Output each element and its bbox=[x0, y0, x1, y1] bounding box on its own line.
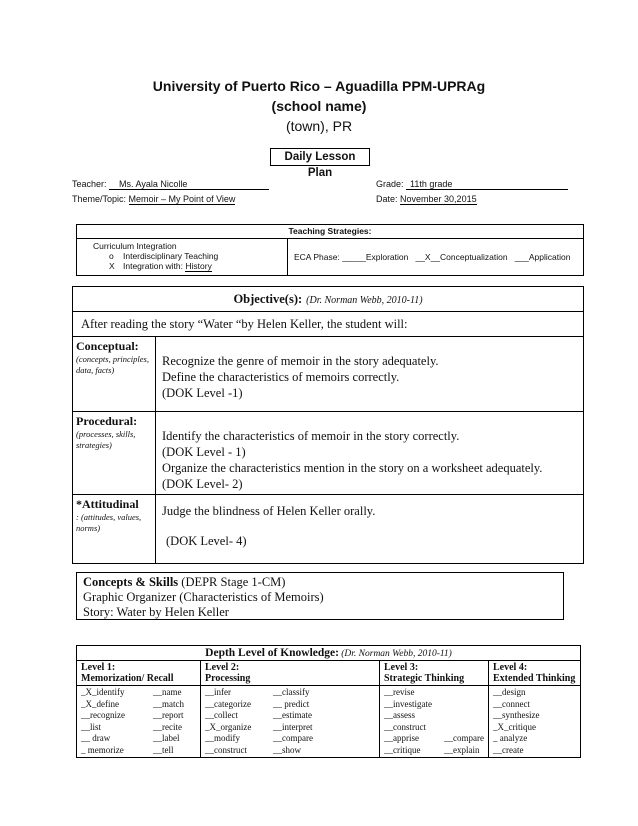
list-item: _X_organize bbox=[205, 721, 252, 732]
dok-level-2-verbs bbox=[201, 686, 380, 758]
list-item: __construct bbox=[205, 744, 247, 755]
list-item: __recognize bbox=[81, 710, 125, 720]
list-item: __synthesize bbox=[493, 710, 540, 720]
list-item: __design bbox=[493, 687, 526, 697]
objectives-table bbox=[72, 286, 584, 564]
list-item: __construct bbox=[384, 721, 426, 732]
list-item: _X_identify bbox=[81, 687, 125, 697]
date-label: Date: bbox=[376, 194, 398, 204]
dok-level-3: Level 3: Strategic Thinking bbox=[380, 661, 489, 686]
date-line bbox=[376, 194, 477, 205]
grade-line bbox=[376, 179, 568, 190]
concepts-skills-organizer: Graphic Organizer (Characteristics of Memoirs) bbox=[83, 590, 324, 604]
list-item: __name bbox=[153, 687, 182, 697]
topic-label: Theme/Topic: bbox=[72, 194, 127, 204]
topic-value: Memoir – My Point of View bbox=[128, 194, 236, 204]
university-title: University of Puerto Rico – Aguadilla PPM-UPRAg bbox=[152, 78, 486, 94]
list-item: __report bbox=[153, 710, 184, 720]
procedural-text: Identify the characteristics of memoir in the story correctly. (DOK Level - 1) Organize the characteristics mention in the story on a worksheet adequately. (DOK Level- 2) bbox=[156, 412, 584, 495]
concepts-skills-story: Story: Water by Helen Keller bbox=[83, 605, 229, 619]
attitudinal-text: Judge the blindness of Helen Keller orally. (DOK Level- 4) bbox=[156, 495, 584, 564]
objectives-intro: After reading the story “Water “by Helen Keller, the student will: bbox=[73, 312, 584, 337]
list-item: __ draw bbox=[81, 733, 111, 743]
list-item: __create bbox=[493, 744, 524, 755]
teaching-strategies-table bbox=[76, 224, 584, 276]
list-item: __classify bbox=[273, 687, 310, 697]
dok-level-1: Level 1: Memorization/ Recall bbox=[77, 661, 201, 686]
attitudinal-label-cell: *Attitudinal : (attitudes, values, norms) bbox=[73, 495, 156, 564]
list-item: __infer bbox=[205, 687, 231, 697]
procedural-label-cell: Procedural: (processes, skills, strategies) bbox=[73, 412, 156, 495]
curriculum-integration-title: Curriculum Integration bbox=[93, 241, 177, 251]
list-item: __ predict bbox=[273, 698, 310, 709]
list-item: __recite bbox=[153, 721, 182, 732]
dok-level-2: Level 2: Processing bbox=[201, 661, 380, 686]
dok-level-3-verbs bbox=[380, 686, 489, 758]
eca-phase: ECA Phase: _____Exploration __X__Conceptualization ___Application bbox=[288, 239, 584, 276]
dok-level-1-verbs bbox=[77, 686, 201, 758]
curriculum-integration-cell bbox=[77, 239, 288, 276]
list-item: __compare bbox=[444, 733, 484, 743]
list-item: _X_critique bbox=[493, 721, 536, 732]
date-value: November 30,2015 bbox=[400, 194, 477, 204]
list-item: _ memorize bbox=[81, 744, 124, 755]
list-item: __connect bbox=[493, 698, 530, 709]
town: (town), PR bbox=[285, 118, 353, 134]
teacher-line bbox=[72, 179, 269, 190]
list-item: __tell bbox=[153, 744, 174, 755]
dok-table bbox=[76, 645, 581, 758]
dok-level-4: Level 4: Extended Thinking bbox=[489, 661, 581, 686]
concepts-skills-box bbox=[76, 572, 564, 620]
conceptual-text: Recognize the genre of memoir in the story adequately. Define the characteristics of memoirs correctly. (DOK Level -1) bbox=[156, 337, 584, 412]
list-item: __match bbox=[153, 698, 184, 709]
teacher-label: Teacher: bbox=[72, 179, 107, 189]
list-item: __label bbox=[153, 733, 180, 743]
grade-label: Grade: bbox=[376, 179, 404, 189]
list-item: _ analyze bbox=[493, 733, 528, 743]
daily-lesson-plan-label: Daily Lesson Plan bbox=[270, 148, 370, 166]
list-item: __show bbox=[273, 744, 302, 755]
list-item: _X_define bbox=[81, 698, 119, 709]
dok-header: Depth Level of Knowledge: (Dr. Norman Webb, 2010-11) bbox=[77, 646, 581, 661]
list-item: __estimate bbox=[273, 710, 312, 720]
school-name: (school name) bbox=[271, 98, 367, 114]
ci-item-integration: X Integration with: History bbox=[109, 261, 212, 271]
list-item: __assess bbox=[384, 710, 415, 720]
list-item: __interpret bbox=[273, 721, 313, 732]
list-item: __explain bbox=[444, 744, 480, 755]
teaching-strategies-title: Teaching Strategies: bbox=[77, 225, 584, 239]
list-item: __list bbox=[81, 721, 102, 732]
grade-value: 11th grade bbox=[406, 179, 568, 190]
teacher-value: Ms. Ayala Nicolle bbox=[109, 179, 269, 190]
list-item: __collect bbox=[205, 710, 238, 720]
list-item: __categorize bbox=[205, 698, 251, 709]
list-item: __compare bbox=[273, 733, 313, 743]
list-item: __revise bbox=[384, 687, 415, 697]
objectives-header: Objective(s): (Dr. Norman Webb, 2010-11) bbox=[73, 287, 584, 312]
list-item: __apprise bbox=[384, 733, 419, 743]
topic-line bbox=[72, 194, 235, 205]
conceptual-label-cell: Conceptual: (concepts, principles, data, facts) bbox=[73, 337, 156, 412]
ci-item-interdisciplinary: o Interdisciplinary Teaching bbox=[109, 251, 219, 261]
list-item: __modify bbox=[205, 733, 240, 743]
dok-level-4-verbs bbox=[489, 686, 581, 758]
list-item: __investigate bbox=[384, 698, 432, 709]
concepts-skills-title: Concepts & Skills (DEPR Stage 1-CM) bbox=[83, 575, 286, 589]
list-item: __critique bbox=[384, 744, 421, 755]
